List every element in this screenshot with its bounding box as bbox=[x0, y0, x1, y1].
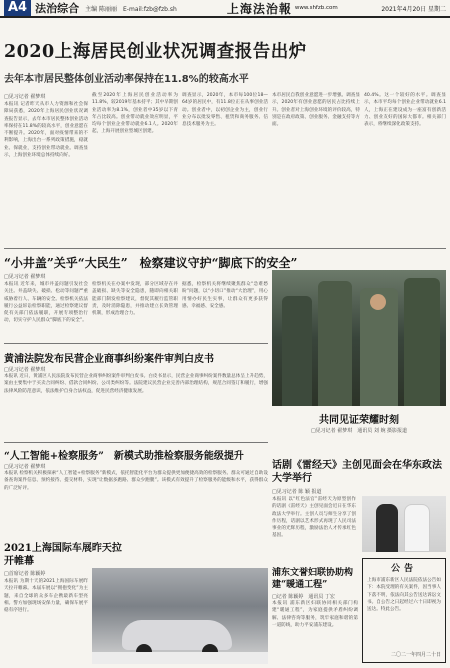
photo-byline-honor: □见习记者 翟梦琪 通讯员 刘 婉 摄影报道 bbox=[310, 428, 408, 434]
story-text-court: 本报讯 近日，黄浦区人民法院发布民营企业商事纠纷案件审判白皮书。白皮书显示，民营企业商事纠纷案件数量总体呈上升趋势，案由主要集中于买卖合同纠纷、借款合同纠纷、公司类纠纷等。法院建议民营企业完善内部治理结构，规范合同签订和履行，增强法律风险防范意识，依法维护自身合法权益，促进民营经济健康发展。 bbox=[4, 374, 268, 394]
story-headline-court: 黄浦法院发布民营企业商事纠纷案件审判白皮书 bbox=[4, 354, 214, 365]
lead-byline: □见习记者 翟梦琪 bbox=[4, 94, 46, 100]
divider bbox=[4, 442, 268, 443]
story-byline-manhole: □见习记者 翟梦琪 bbox=[4, 274, 46, 280]
issue-date: 2021年4月20日 星期二 bbox=[381, 5, 446, 13]
notice-text: 上海市浦东新区人民法院依法公告如下：本院受理的有关案件，因当事人下落不明，依法向其公告送达诉讼文书。自公告之日起经过六十日即视为送达。特此公告。 bbox=[367, 578, 441, 613]
page-number: A4 bbox=[4, 0, 31, 16]
story-headline-manhole: “小井盖”关乎“大民生” 检察建议守护“脚底下的安全” bbox=[4, 256, 298, 270]
page-header bbox=[0, 0, 450, 18]
story-byline-women: □记者 陈颖婷 通讯员 丁宏 bbox=[272, 594, 335, 600]
editor-info: 主编 陈丽丽 E-mail:fzb@fzb.sh bbox=[85, 5, 177, 13]
story-headline-autoshow: 2021上海国际车展昨天拉开帷幕 bbox=[4, 543, 122, 567]
section-title: 法治综合 bbox=[35, 2, 80, 15]
lead-column-5: 40.4%。这一个较好的水平。调查显示，本市平均每个创业企业带动就业6.1人，上海正在建设成为一座富有创新活力、创业友好的国际大都市。相关部门表示，将继续深化政策支持。 bbox=[364, 93, 446, 128]
soldiers-photo bbox=[272, 270, 446, 406]
story-headline-drama: 话剧《雷经天》主创见面会在华东政法大学举行 bbox=[272, 460, 442, 484]
lead-column-4: 本市居民自我创业意愿进一步增强。调查显示，2020年有创业意愿的居民占比持续上升。创业者对上海创业环境的评价较高，特别是在政府政策、创业服务、金融支持等方面。 bbox=[272, 93, 360, 128]
public-notice-box bbox=[362, 558, 446, 663]
story-text-manhole-3: 据悉，检察机关将继续聚焦群众“急难愁盼”问题，以“小切口”推动“大治理”，用心用情办好民生实事，让群众有更多获得感、幸福感、安全感。 bbox=[182, 282, 268, 309]
lead-column-3: 调查显示，2020年，本市每100位18—64岁的居民中，有11.8位正在从事创业活动。创业者中，以初创企业为主，创业行业分布以批发零售、租赁和商务服务、信息技术服务为主。 bbox=[182, 93, 268, 128]
divider bbox=[4, 343, 268, 344]
story-text-drama: 本报讯 以“红色法官”雷经天为原型创作的话剧《雷经天》主创见面会近日在华东政法大学举行。主创人员与师生分享了创作历程，话剧以艺术形式再现了人民司法事业的光辉历程，激励法治人才传承红色基因。 bbox=[272, 497, 356, 539]
wedding-photo bbox=[362, 496, 446, 552]
lead-column-2: 截至2020年上海居民创业活动率为11.8%，较2019年基本持平；其中早期创业活动率为8.1%，创业者中35岁以下青年占比较高。创业带动就业效应明显，平均每个创业企业带动就业6.1人。2020年起，上海开展创业型城区创建。 bbox=[92, 93, 178, 135]
story-text-autoshow: 本报讯 为期十天的2021上海国际车展昨天拉开帷幕。本届车展以“拥抱变化”为主题，来自全球的众多车企携最新车型亮相。警方加强现场安保力量，确保车展平稳有序进行。 bbox=[4, 579, 88, 614]
website-url: www.shfzb.com bbox=[294, 5, 338, 11]
story-headline-ai: “人工智能+检察服务” 新模式助推检察服务能级提升 bbox=[4, 451, 244, 462]
auto-show-photo bbox=[92, 568, 268, 664]
story-byline-autoshow: □首席记者 陈颖婷 bbox=[4, 571, 46, 577]
story-text-women: 本报讯 浦东新区妇联协同相关部门构建“暖通工程”，为家庭提供矛盾纠纷调解、法律咨询等服务，筑牢家庭和谐的第一道防线，助力平安浦东建设。 bbox=[272, 601, 358, 628]
divider bbox=[4, 248, 446, 249]
story-text-manhole-1: 本报讯 近年来，城市井盖问题引发社会关注。井盖缺失、破损、松动等问题严重威胁着行人、车辆的安全。检察机关依法履行公益诉讼检察职能，通过检察建议督促有关部门依法履职，开展专项整治行动，切实守护人民群众“脚底下的安全”。 bbox=[4, 282, 88, 324]
story-byline-ai: □见习记者 翟梦琪 bbox=[4, 464, 46, 470]
story-text-ai: 本报讯 检察机关积极探索“人工智能+检察服务”新模式，依托智能化平台为群众提供更加便捷高效的检察服务。群众可通过自助设备查询案件信息、预约接待、提交材料，实现“让数据多跑路、群众少跑腿”。该模式有效提升了检察服务的能级和水平，获得群众的广泛好评。 bbox=[4, 471, 268, 491]
lead-subheadline: 去年本市居民整体创业活动率保持在11.8%的较高水平 bbox=[4, 74, 249, 85]
story-byline-drama: □见习记者 陈 颖 报道 bbox=[272, 489, 322, 495]
photo-headline-honor: 共同见证荣耀时刻 bbox=[319, 415, 399, 426]
story-byline-court: □见习记者 翟梦琪 bbox=[4, 367, 46, 373]
notice-date: 二〇二一年四月二十日 bbox=[390, 652, 441, 658]
story-headline-women: 浦东文誉妇联协助构建“暖通工程” bbox=[272, 568, 354, 590]
notice-title: 公告 bbox=[390, 564, 417, 574]
lead-headline: 2020上海居民创业状况调查报告出炉 bbox=[4, 42, 307, 62]
story-text-manhole-2: 检察机关在办案中发现，部分区域存在井盖破损、缺失等安全隐患，随即向相关职能部门制发检察建议，督促其履行监管职责，及时消除隐患，并推动建立长效管理机制，形成治理合力。 bbox=[92, 282, 178, 317]
lead-column-1: 本报讯 记者昨天从市人力资源和社会保障局获悉，2020年上海居民创业状况调查报告显示，去年本市居民整体创业活动率保持在11.8%的较高水平，创业意愿在不断提升。2020年，面对疫情带来的不利影响，上海出台一系列政策措施，稳就业、保就业，支持创业带动就业。调查显示，上海创业环境总体持续向好。 bbox=[4, 102, 88, 159]
newspaper-masthead: 上海法治報 bbox=[226, 1, 292, 16]
